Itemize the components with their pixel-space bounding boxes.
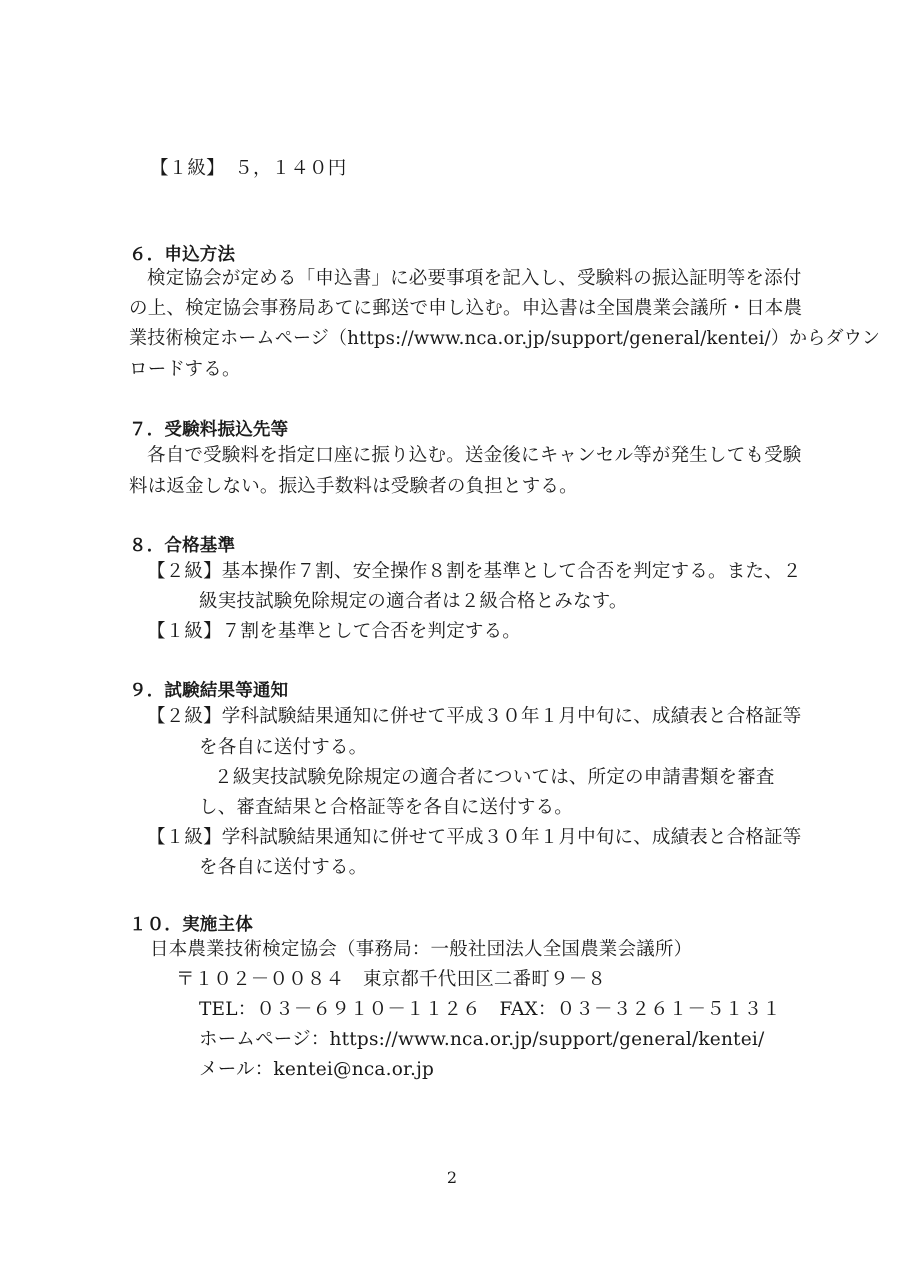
page-number: 2 [446, 1168, 458, 1187]
section9-line-2: を各自に送付する。 [199, 737, 368, 758]
section10-homepage: ホームページ：https://www.nca.or.jp/support/general/kentei/ [199, 1029, 765, 1050]
section8-line-2: 級実技試験免除規定の適合者は２級合格とみなす。 [199, 591, 628, 612]
section6-line-1: 検定協会が定める「申込書」に必要事項を記入し、受験料の振込証明等を添付 [147, 268, 802, 289]
section6-heading: ６．申込方法 [129, 245, 236, 265]
fee-grade1: 【１級】 ５，１４０円 [150, 158, 347, 179]
section8-line-1: 【２級】基本操作７割、安全操作８割を基準として合否を判定する。また、２ [147, 561, 802, 582]
section9-line-4: し、審査結果と合格証等を各自に送付する。 [199, 797, 574, 818]
section10-email: メール：kentei@nca.or.jp [199, 1059, 435, 1080]
section9-heading: ９．試験結果等通知 [129, 681, 289, 701]
section9-line-1: 【２級】学科試験結果通知に併せて平成３０年１月中旬に、成績表と合格証等 [147, 706, 802, 727]
section7-heading: ７．受験料振込先等 [129, 420, 289, 440]
section10-org: 日本農業技術検定協会（事務局：一般社団法人全国農業会議所） [150, 939, 693, 960]
section7-line-1: 各自で受験料を指定口座に振り込む。送金後にキャンセル等が発生しても受験 [147, 445, 802, 466]
section9-line-3: ２級実技試験免除規定の適合者については、所定の申請書類を審査 [214, 767, 775, 788]
section6-line-2: の上、検定協会事務局あてに郵送で申し込む。申込書は全国農業会議所・日本農 [129, 298, 803, 319]
section7-line-2: 料は返金しない。振込手数料は受験者の負担とする。 [129, 476, 578, 497]
section10-address: 〒１０２－００８４ 東京都千代田区二番町９－８ [176, 969, 607, 990]
section9-line-6: を各自に送付する。 [199, 857, 368, 878]
section8-heading: ８．合格基準 [129, 536, 236, 556]
section10-heading: １０．実施主体 [129, 915, 253, 935]
section6-line-3: 業技術検定ホームページ（https://www.nca.or.jp/support/general/kentei/）からダウン [129, 328, 881, 349]
section8-line-3: 【１級】７割を基準として合否を判定する。 [147, 621, 522, 642]
section6-line-4: ロードする。 [129, 359, 241, 380]
section9-line-5: 【１級】学科試験結果通知に併せて平成３０年１月中旬に、成績表と合格証等 [147, 827, 802, 848]
section10-tel-fax: TEL：０３－６９１０－１１２６ FAX：０３－３２６１－５１３１ [199, 999, 781, 1020]
